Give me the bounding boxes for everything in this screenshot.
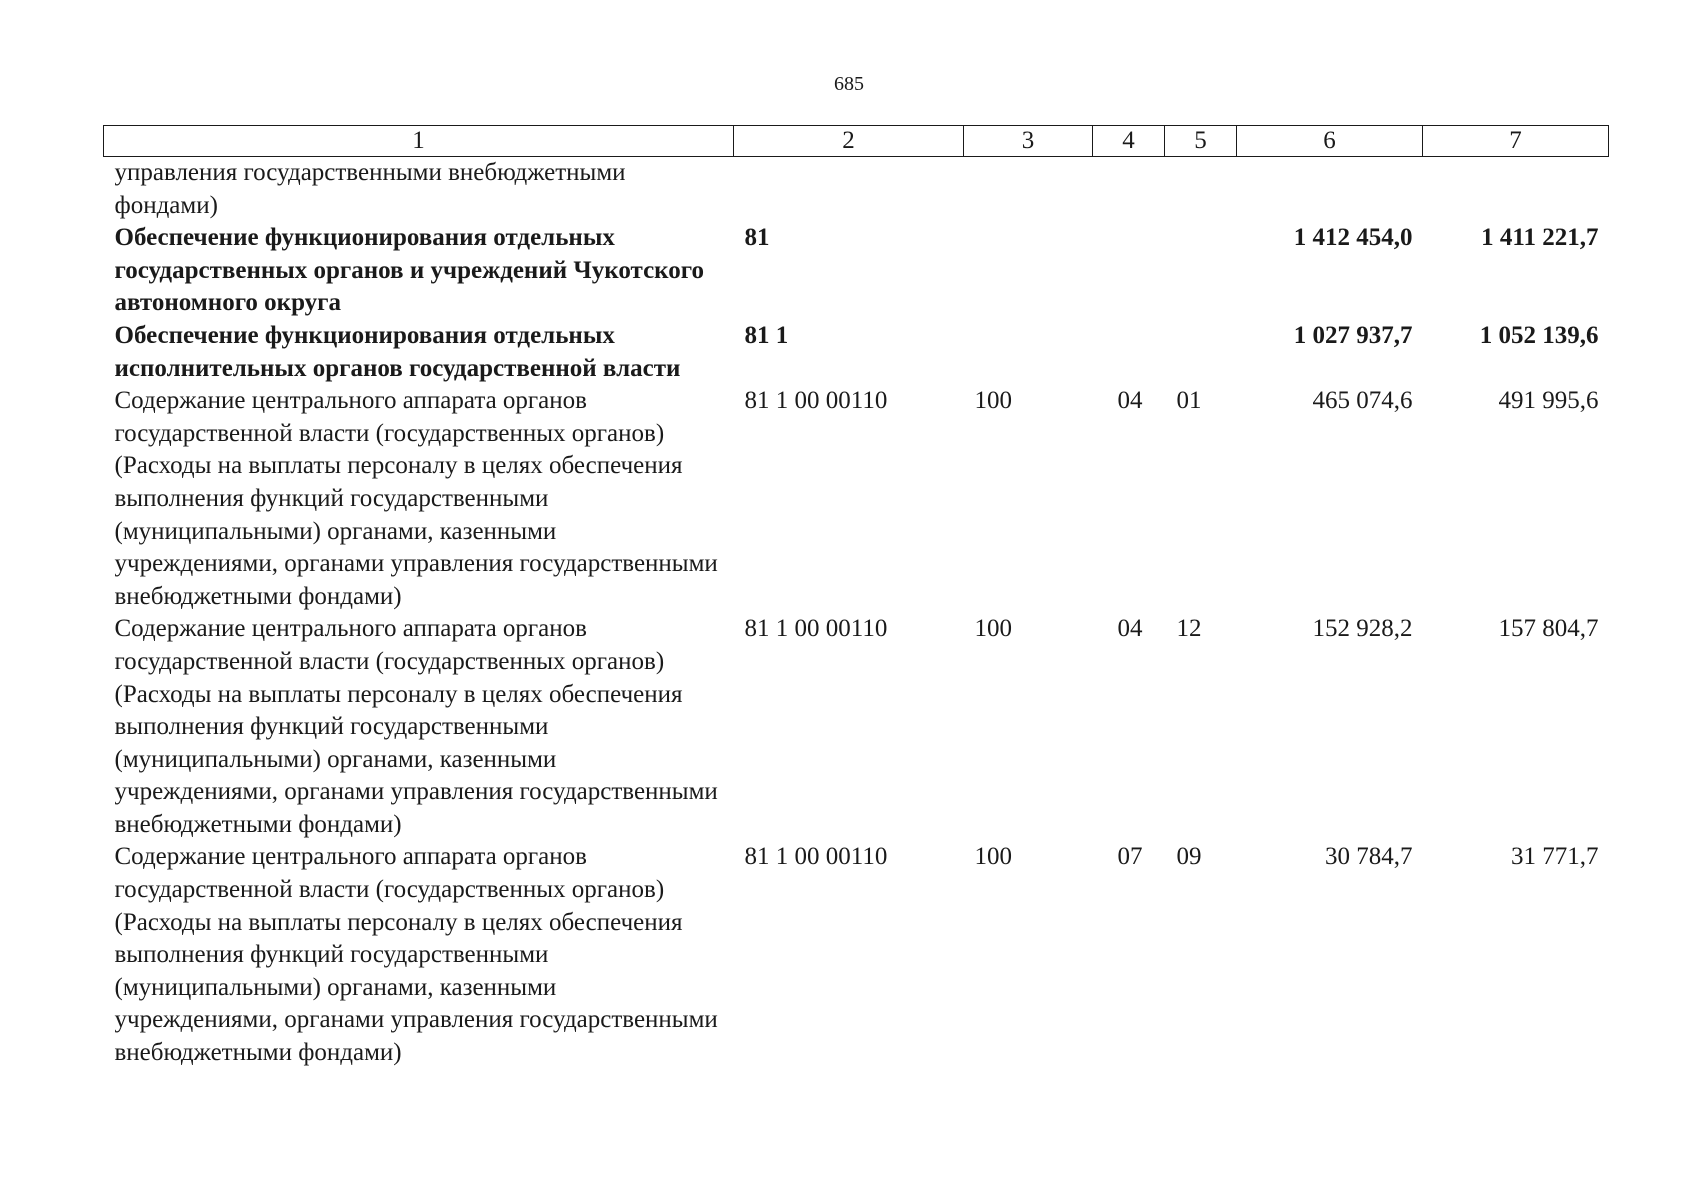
row-expense-type-cell: 100	[974, 615, 1012, 643]
row-name-cell: Содержание центрального аппарата органов государственной власти (государственных органов) (Расходы на выплаты персоналу в целях обеспечения выполнения функций государственными (муниципальными) органами, казенными учреждениями, органами управления государственными внебюджетными фондами)	[114, 387, 718, 610]
table-row	[104, 157, 1609, 223]
row-subsection-cell	[1165, 157, 1237, 223]
row-code-cell: 81 1 00 00110	[744, 615, 888, 643]
page-number: 685	[834, 73, 864, 95]
row-section-cell: 07	[1117, 843, 1143, 871]
row-name-cell: Обеспечение функционирования отдельных государственных органов и учреждений Чукотского автономного округа	[114, 224, 704, 317]
row-name-cell: Обеспечение функционирования отдельных исполнительных органов государственной власти	[114, 321, 681, 382]
row-code-cell: 81	[744, 224, 770, 252]
row-subsection-cell	[1165, 222, 1237, 320]
row-amount-2-cell: 491 995,6	[1498, 387, 1599, 415]
row-expense-type-cell	[964, 320, 1093, 385]
row-amount-1-cell: 1 027 937,7	[1293, 321, 1413, 349]
header-col-1: 1	[104, 126, 734, 157]
row-code-cell: 81 1	[744, 321, 789, 349]
row-amount-2-cell: 1 411 221,7	[1481, 224, 1599, 252]
row-amount-1-cell	[1237, 157, 1423, 223]
row-amount-2-cell	[1423, 157, 1609, 223]
row-expense-type-cell: 100	[974, 387, 1012, 415]
row-name-cell: Содержание центрального аппарата органов государственной власти (государственных органов) (Расходы на выплаты персоналу в целях обеспечения выполнения функций государственными (муниципальными) органами, казенными учреждениями, органами управления государственными внебюджетными фондами)	[114, 615, 718, 838]
row-section-cell	[1093, 320, 1165, 385]
row-amount-1-cell: 30 784,7	[1325, 843, 1413, 871]
header-col-3: 3	[964, 126, 1093, 157]
table-body	[104, 157, 1609, 1070]
row-name-cell: Содержание центрального аппарата органов государственной власти (государственных органов) (Расходы на выплаты персоналу в целях обеспечения выполнения функций государственными (муниципальными) органами, казенными учреждениями, органами управления государственными внебюджетными фондами)	[114, 843, 718, 1067]
header-row	[104, 126, 1609, 157]
row-subsection-cell: 01	[1176, 387, 1202, 415]
budget-table	[103, 125, 1609, 1070]
row-section-cell: 04	[1117, 615, 1143, 643]
row-amount-1-cell: 152 928,2	[1312, 615, 1413, 643]
row-subsection-cell: 09	[1176, 843, 1202, 871]
row-amount-2-cell: 31 771,7	[1511, 843, 1599, 871]
row-amount-1-cell: 465 074,6	[1312, 387, 1413, 415]
header-col-2: 2	[734, 126, 964, 157]
row-subsection-cell: 12	[1176, 615, 1202, 643]
table-row	[104, 385, 1609, 613]
table-row	[104, 613, 1609, 841]
row-expense-type-cell	[964, 222, 1093, 320]
row-name-cell: управления государственными внебюджетными фондами)	[114, 159, 626, 219]
row-subsection-cell	[1165, 320, 1237, 385]
table-header	[104, 126, 1609, 157]
header-col-5: 5	[1165, 126, 1237, 157]
row-expense-type-cell	[964, 157, 1093, 223]
row-amount-2-cell: 157 804,7	[1498, 615, 1599, 643]
row-code-cell	[734, 157, 964, 223]
header-col-7: 7	[1423, 126, 1609, 157]
row-amount-1-cell: 1 412 454,0	[1293, 224, 1413, 252]
row-amount-2-cell: 1 052 139,6	[1479, 321, 1599, 349]
header-col-4: 4	[1093, 126, 1165, 157]
row-code-cell: 81 1 00 00110	[744, 843, 888, 871]
table-row	[104, 320, 1609, 385]
table-row	[104, 841, 1609, 1069]
row-code-cell: 81 1 00 00110	[744, 387, 888, 415]
table-row	[104, 222, 1609, 320]
row-section-cell	[1093, 222, 1165, 320]
row-expense-type-cell: 100	[974, 843, 1012, 871]
row-section-cell: 04	[1117, 387, 1143, 415]
header-col-6: 6	[1237, 126, 1423, 157]
row-section-cell	[1093, 157, 1165, 223]
